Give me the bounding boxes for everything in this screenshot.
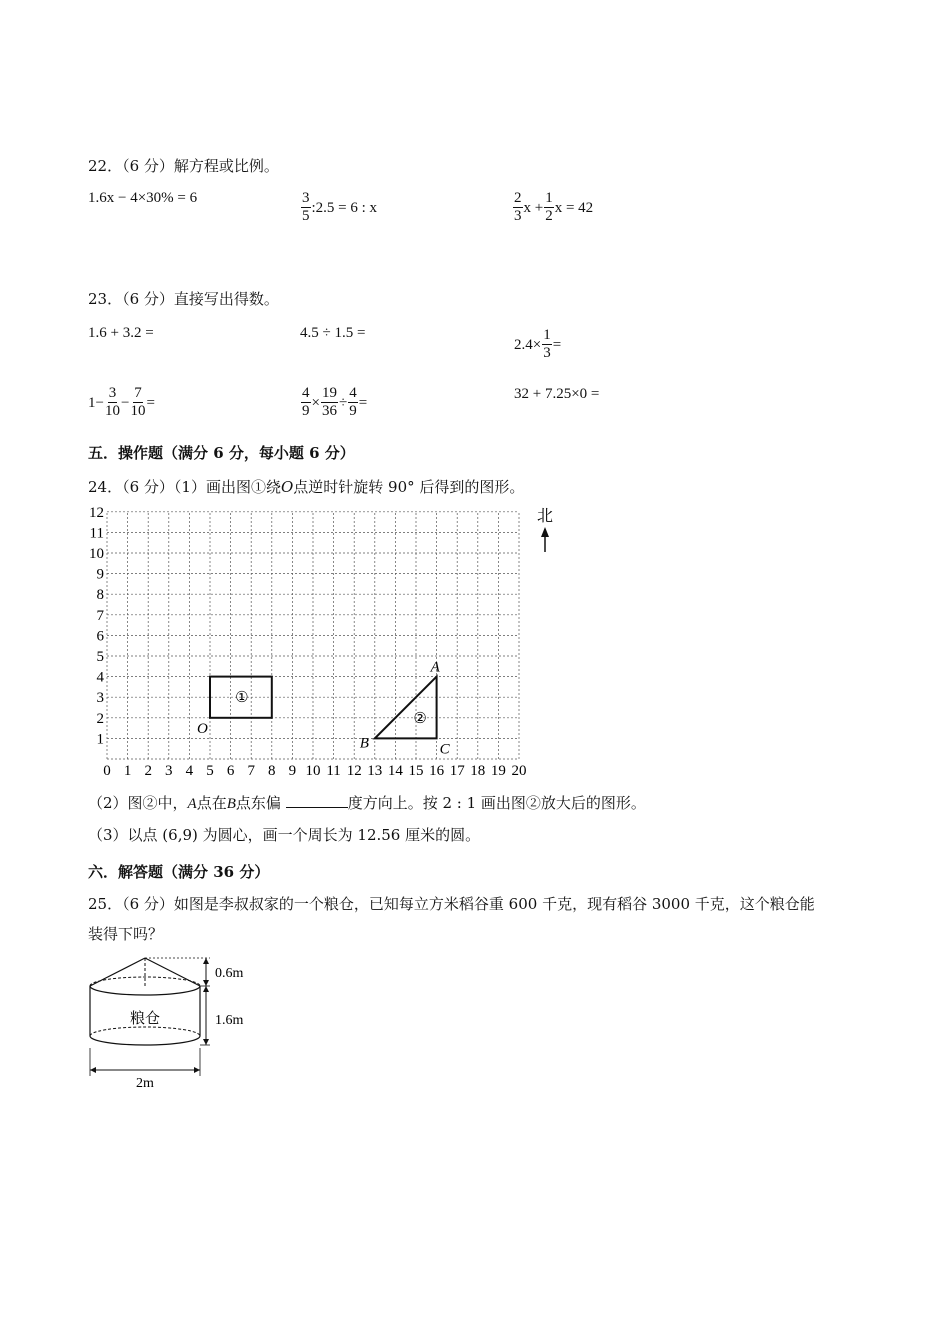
- x-axis-tick-label: 3: [165, 763, 173, 779]
- fraction: $\frac{4}{9}$: [349, 385, 357, 419]
- granary-label: 粮仓: [129, 1011, 161, 1027]
- y-axis-tick-label: 10: [89, 546, 104, 562]
- fraction: $\frac{3}{5}$: [302, 190, 310, 224]
- x-axis-tick-label: 13: [367, 763, 383, 779]
- q23-expr-3: 2.4× $\frac{1}{3}$ =: [514, 327, 562, 361]
- coordinate-grid: [80, 500, 560, 785]
- point-a-label: A: [430, 659, 440, 676]
- north-arrow-icon: [541, 527, 549, 552]
- granary-figure: [85, 950, 270, 1090]
- x-axis-tick-label: 11: [326, 763, 341, 779]
- cone-height-label: 0.6m: [215, 966, 244, 981]
- x-axis-tick-label: 9: [288, 763, 297, 779]
- q23-expr-4: 1− $\frac{3}{10}$ − $\frac{7}{10}$ =: [88, 385, 155, 419]
- y-axis-tick-label: 8: [96, 587, 104, 604]
- q22-equation-3: $\frac{2}{3}$ x + $\frac{1}{2}$ x = 42: [514, 190, 594, 224]
- x-axis-tick-label: 0: [103, 763, 111, 779]
- q22-equation-1: 1.6x − 4×30% = 6: [88, 190, 198, 206]
- q23-expr-6: 32 + 7.25×0 =: [514, 386, 600, 402]
- q23-title: 23．（6 分）直接写出得数。: [88, 290, 279, 308]
- y-axis-tick-label: 1: [96, 731, 104, 748]
- q25-line-2: 装得下吗？: [88, 925, 164, 943]
- y-axis-tick-label: 4: [96, 669, 104, 686]
- y-axis-tick-label: 9: [96, 566, 104, 583]
- x-axis-labels: [103, 763, 526, 779]
- answer-blank[interactable]: [286, 793, 348, 808]
- fraction: $\frac{7}{10}$: [130, 385, 146, 419]
- x-axis-tick-label: 10: [305, 763, 321, 779]
- x-axis-tick-label: 15: [408, 763, 424, 779]
- x-axis-tick-label: 5: [206, 763, 214, 779]
- x-axis-tick-label: 4: [185, 763, 194, 779]
- shape-2-triangle: [375, 677, 437, 739]
- cylinder-height-label: 1.6m: [215, 1013, 244, 1028]
- shape-1-label: ①: [235, 690, 249, 707]
- y-axis-tick-label: 6: [96, 628, 104, 645]
- point-b-label: B: [359, 735, 369, 752]
- x-axis-tick-label: 6: [226, 763, 235, 779]
- point-o-label: O: [197, 720, 208, 737]
- x-axis-tick-label: 18: [470, 763, 486, 779]
- x-axis-tick-label: 17: [449, 763, 465, 779]
- q22-equation-2: $\frac{3}{5}$ :2.5 = 6 : x: [302, 190, 378, 224]
- north-label: 北: [536, 508, 554, 525]
- q24-part-3: （3）以点 (6,9) 为圆心，画一个周长为 12.56 厘米的圆。: [88, 826, 481, 844]
- q23-expr-5: $\frac{4}{9}$ × $\frac{19}{36}$ ÷ $\frac{4}{9}$ =: [302, 385, 368, 419]
- x-axis-tick-label: 2: [144, 763, 152, 779]
- q24-part-1: 24．（6 分）（1）画出图①绕O点逆时针旋转 90° 后得到的图形。: [88, 478, 525, 496]
- shape-2-label: ②: [413, 710, 427, 727]
- q25-line-1: 25．（6 分）如图是李叔叔家的一个粮仓，已知每立方米稻谷重 600 千克，现有稻谷 3000 千克，这个粮仓能: [88, 895, 815, 913]
- q23-expr-1: 1.6 + 3.2 =: [88, 325, 154, 341]
- fraction: $\frac{3}{10}$: [104, 385, 120, 419]
- x-axis-tick-label: 20: [511, 763, 527, 779]
- fraction: $\frac{19}{36}$: [321, 385, 337, 419]
- y-axis-tick-label: 12: [89, 504, 104, 521]
- q24-part-2: （2）图②中，A点在B点东偏 度方向上。按 2 : 1 画出图②放大后的图形。: [88, 794, 646, 812]
- y-axis-labels: [89, 505, 105, 748]
- x-axis-tick-label: 8: [268, 763, 276, 779]
- x-axis-tick-label: 19: [490, 763, 506, 779]
- x-axis-tick-label: 1: [123, 763, 132, 779]
- section-5-heading: 五．操作题（满分 6 分，每小题 6 分）: [88, 444, 355, 462]
- section-6-heading: 六．解答题（满分 36 分）: [88, 863, 270, 881]
- diameter-label: 2m: [136, 1076, 154, 1090]
- point-c-label: C: [439, 741, 450, 758]
- x-axis-tick-label: 16: [429, 763, 445, 779]
- grid-lines: [107, 512, 519, 759]
- fraction: $\frac{1}{3}$: [543, 327, 551, 361]
- y-axis-tick-label: 2: [96, 710, 104, 727]
- q22-title: 22．（6 分）解方程或比例。: [88, 157, 279, 175]
- x-axis-tick-label: 12: [346, 763, 362, 779]
- q23-expr-2: 4.5 ÷ 1.5 =: [300, 325, 366, 341]
- y-axis-tick-label: 7: [96, 607, 104, 624]
- fraction: $\frac{2}{3}$: [514, 190, 522, 224]
- fraction: $\frac{4}{9}$: [302, 385, 310, 419]
- fraction: $\frac{1}{2}$: [545, 190, 553, 224]
- x-axis-tick-label: 7: [247, 763, 255, 779]
- y-axis-tick-label: 5: [96, 649, 104, 665]
- y-axis-tick-label: 3: [96, 690, 104, 707]
- y-axis-tick-label: 11: [89, 525, 104, 542]
- x-axis-tick-label: 14: [387, 763, 403, 779]
